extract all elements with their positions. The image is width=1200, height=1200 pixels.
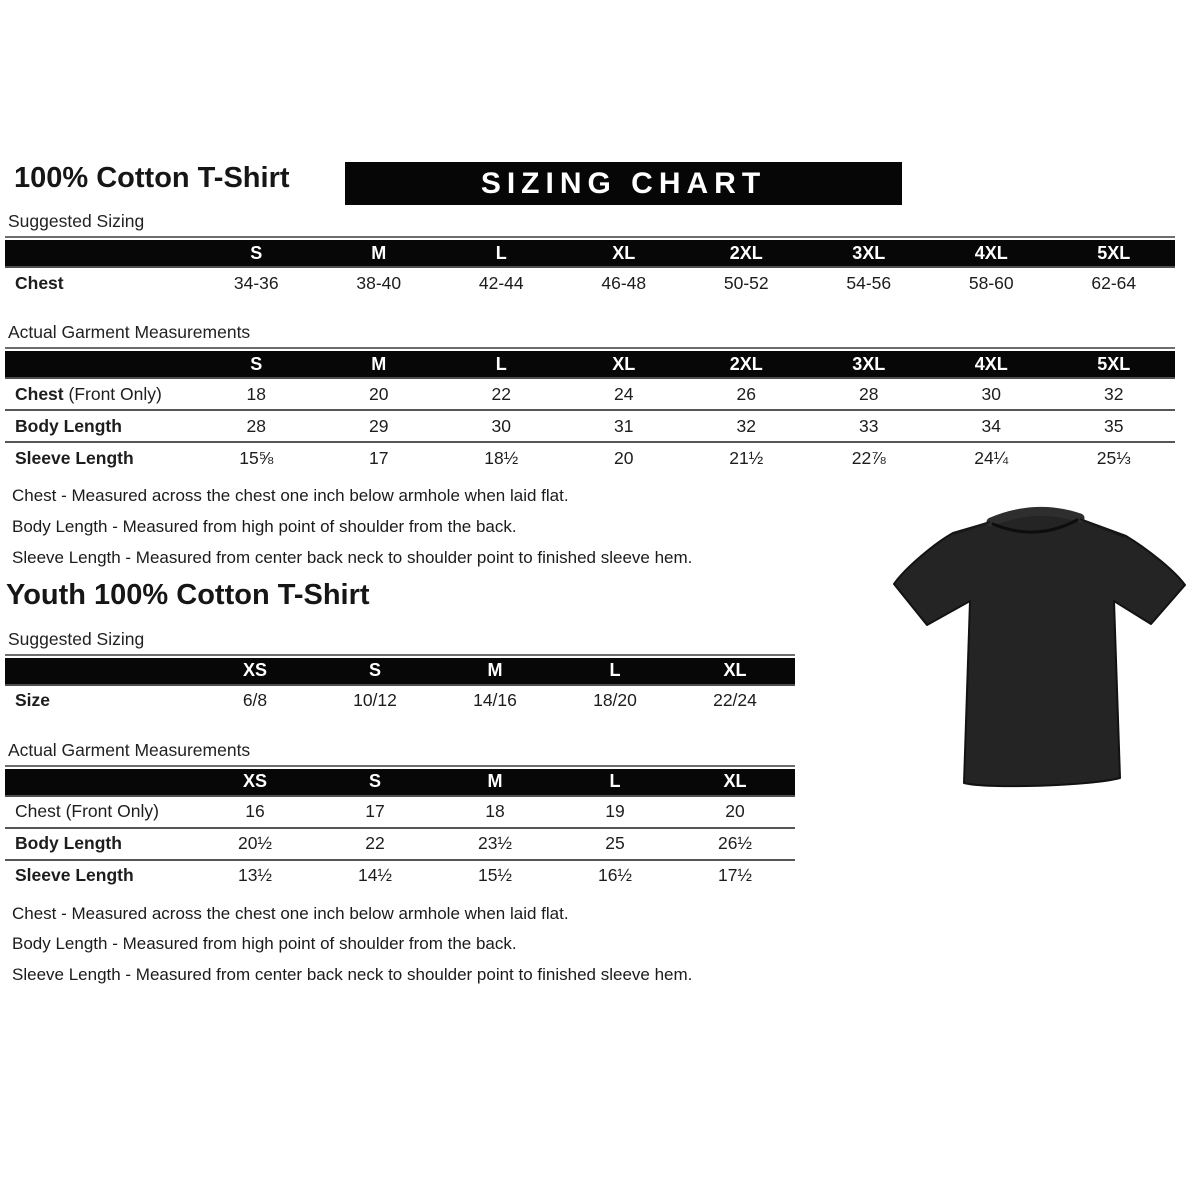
measurement-value: 25⅓	[1053, 442, 1176, 473]
row-label: Size	[15, 690, 51, 711]
note-body-length: Body Length - Measured from high point of shoulder from the back.	[12, 934, 517, 954]
measurement-value: 38-40	[356, 272, 402, 293]
measurement-value: 58-60	[968, 272, 1014, 293]
note-sleeve-length: Sleeve Length - Measured from center back neck to shoulder point to finished sleeve hem.	[12, 965, 693, 985]
measurement-value: 30	[440, 410, 563, 442]
measurement-value: 34-36	[233, 272, 279, 293]
size-column-header: 3XL	[808, 351, 931, 378]
table-header-row	[5, 351, 1175, 378]
measurement-value: 24¼	[930, 442, 1053, 473]
measurement-value: 18/20	[593, 690, 637, 711]
size-column-header: L	[555, 769, 675, 796]
size-column-header: XL	[563, 240, 686, 267]
measurement-value: 18	[485, 801, 505, 822]
size-column-header: L	[440, 351, 563, 378]
size-column-header: XL	[675, 658, 795, 685]
size-column-header: L	[555, 658, 675, 685]
measurement-value: 50-52	[723, 272, 769, 293]
row-label: Sleeve Length	[5, 860, 195, 891]
adult-suggested-sizing-label: Suggested Sizing	[8, 211, 145, 232]
size-column-header: 5XL	[1053, 240, 1176, 267]
youth-actual-measurements-table	[5, 769, 795, 891]
measurement-value: 33	[808, 410, 931, 442]
measurement-value: 16½	[555, 860, 675, 891]
note-chest: Chest - Measured across the chest one inch below armhole when laid flat.	[12, 903, 569, 923]
measurement-value: 20½	[195, 828, 315, 860]
measurement-value: 30	[981, 383, 1001, 404]
corner-cell	[5, 351, 195, 378]
row-label: Body Length	[5, 410, 195, 442]
table-header-row	[5, 658, 795, 685]
corner-cell	[5, 658, 195, 685]
measurement-value: 32	[685, 410, 808, 442]
row-label: Sleeve Length	[5, 442, 195, 473]
page-title: 100% Cotton T-Shirt	[14, 162, 290, 194]
measurement-value: 32	[1104, 383, 1124, 404]
measurement-value: 19	[605, 801, 625, 822]
measurement-value: 26	[736, 383, 756, 404]
measurement-value: 24	[614, 383, 634, 404]
section-rule	[5, 765, 795, 767]
size-column-header: 4XL	[930, 351, 1053, 378]
youth-measurement-notes	[0, 905, 1200, 985]
section-rule	[5, 347, 1175, 349]
table-row-chest	[5, 378, 1175, 410]
table-row	[5, 267, 1175, 298]
black-tshirt-photo	[890, 488, 1192, 806]
banner-label: SIZING CHART	[480, 166, 767, 200]
measurement-value: 17	[365, 801, 385, 822]
measurement-value: 29	[318, 410, 441, 442]
measurement-value: 28	[859, 383, 879, 404]
measurement-value: 13½	[195, 860, 315, 891]
note-chest: Chest - Measured across the chest one inch below armhole when laid flat.	[12, 486, 569, 506]
table-header-row	[5, 240, 1175, 267]
size-column-header: S	[195, 351, 318, 378]
measurement-value: 22	[491, 383, 511, 404]
measurement-value: 20	[725, 801, 745, 822]
measurement-value: 54-56	[846, 272, 892, 293]
measurement-value: 22⅞	[808, 442, 931, 473]
measurement-value: 35	[1053, 410, 1176, 442]
size-column-header: 2XL	[685, 351, 808, 378]
measurement-value: 31	[563, 410, 686, 442]
measurement-value: 18½	[440, 442, 563, 473]
size-column-header: 2XL	[685, 240, 808, 267]
measurement-value: 22/24	[713, 690, 757, 711]
adult-actual-measurements-label: Actual Garment Measurements	[8, 322, 251, 343]
measurement-value: 20	[369, 383, 389, 404]
size-column-header: M	[435, 658, 555, 685]
youth-actual-measurements-label: Actual Garment Measurements	[8, 739, 251, 760]
measurement-value: 28	[195, 410, 318, 442]
note-sleeve-length: Sleeve Length - Measured from center back neck to shoulder point to finished sleeve hem.	[12, 547, 693, 567]
size-column-header: L	[440, 240, 563, 267]
size-column-header: M	[435, 769, 555, 796]
row-label: Chest (Front Only)	[15, 383, 162, 404]
measurement-value: 26½	[675, 828, 795, 860]
size-column-header: XL	[675, 769, 795, 796]
measurement-value: 10/12	[353, 690, 397, 711]
section-rule	[5, 236, 1175, 238]
size-column-header: S	[315, 658, 435, 685]
table-row-body-length	[5, 410, 1175, 442]
measurement-value: 46-48	[601, 272, 647, 293]
table-header-row	[5, 769, 795, 796]
youth-section-title: Youth 100% Cotton T-Shirt	[6, 579, 370, 612]
measurement-value: 20	[563, 442, 686, 473]
tshirt-body-shape	[894, 513, 1185, 786]
row-label: Chest	[15, 272, 64, 293]
section-rule	[5, 654, 795, 656]
measurement-value: 21½	[685, 442, 808, 473]
row-label: Body Length	[5, 828, 195, 860]
youth-suggested-sizing-label: Suggested Sizing	[8, 628, 145, 649]
table-row-size	[5, 685, 795, 716]
measurement-value: 25	[555, 828, 675, 860]
measurement-value: 62-64	[1091, 272, 1137, 293]
measurement-value: 18	[246, 383, 266, 404]
size-column-header: M	[318, 351, 441, 378]
size-column-header: XL	[563, 351, 686, 378]
table-row-sleeve-length	[5, 442, 1175, 473]
size-column-header: 3XL	[808, 240, 931, 267]
size-column-header: XS	[195, 658, 315, 685]
measurement-value: 23½	[435, 828, 555, 860]
table-row-body-length	[5, 828, 795, 860]
measurement-value: 22	[315, 828, 435, 860]
size-column-header: 4XL	[930, 240, 1053, 267]
measurement-value: 15⅝	[195, 442, 318, 473]
youth-suggested-sizing-table	[5, 658, 795, 716]
measurement-value: 34	[930, 410, 1053, 442]
table-row-sleeve-length	[5, 860, 795, 891]
measurement-value: 42-44	[478, 272, 524, 293]
measurement-value: 17½	[675, 860, 795, 891]
size-column-header: 5XL	[1053, 351, 1176, 378]
table-row-chest	[5, 796, 795, 828]
measurement-value: 15½	[435, 860, 555, 891]
measurement-value: 14/16	[473, 690, 517, 711]
adult-suggested-sizing-table	[5, 240, 1175, 298]
row-label: Chest (Front Only)	[15, 801, 159, 822]
size-column-header: S	[315, 769, 435, 796]
size-column-header: M	[318, 240, 441, 267]
measurement-value: 6/8	[242, 690, 268, 711]
note-body-length: Body Length - Measured from high point of shoulder from the back.	[12, 517, 517, 537]
size-column-header: XS	[195, 769, 315, 796]
corner-cell	[5, 769, 195, 796]
corner-cell	[5, 240, 195, 267]
adult-actual-measurements-table	[5, 351, 1175, 473]
measurement-value: 17	[318, 442, 441, 473]
measurement-value: 14½	[315, 860, 435, 891]
size-column-header: S	[195, 240, 318, 267]
sizing-chart-banner	[345, 162, 902, 205]
measurement-value: 16	[245, 801, 265, 822]
